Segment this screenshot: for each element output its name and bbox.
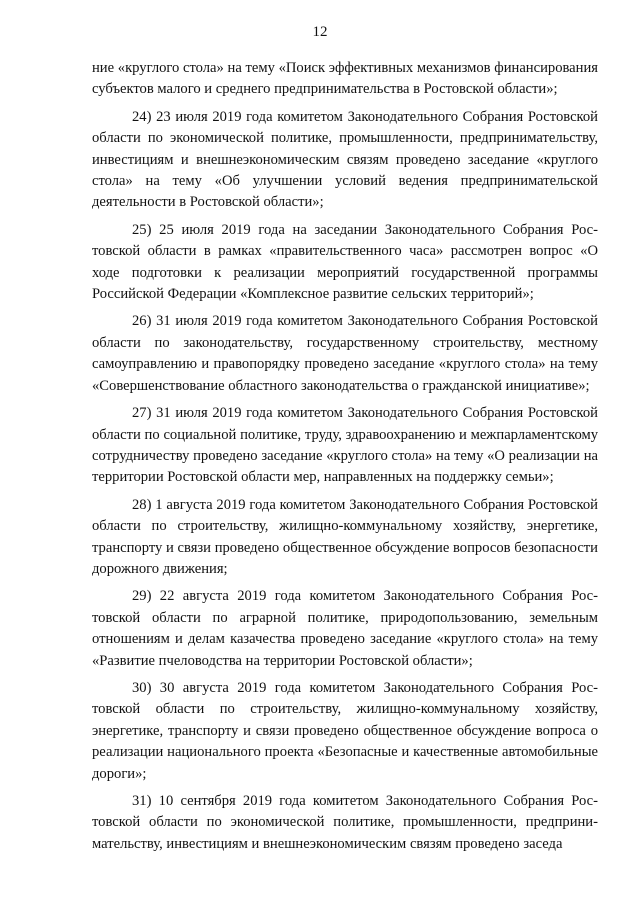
document-body (92, 58, 598, 861)
list-item-28: 28) 1 августа 2019 года комитетом Законодательного Собрания Ростовской области по строительству, жилищно-коммунальному хозяйству, энергетике, транспорту и связи проведено общественное обсуждение вопросов безопасности дорожного движения; (92, 496, 598, 577)
list-item-25: 25) 25 июля 2019 года на заседании Законодательного Собрания Ростовской области в рамках «правительственного часа» рассмотрен вопрос «О ходе подготовки к реализации мероприятий государственной программы Российской Федерации «Комплексное развитие сельских территорий»; (92, 221, 598, 303)
list-item-27: 27) 31 июля 2019 года комитетом Законодательного Собрания Ростовской области по социальной политике, труду, здравоохранению и межпарламентскому сотрудничеству проведено заседание «круглого стола» на тему «О реализации на территории Ростовской области мер, направленных на поддержку семьи»; (92, 405, 598, 486)
list-item-24: 24) 23 июля 2019 года комитетом Законодательного Собрания Ростовской области по экономической политике, промышленности, предпринимательству, инвестициям и внешнеэкономическим связям проведено заседание «круглого стола» на тему «Об улучшении условий ведения предпринимательской деятельности в Ростовской области»; (92, 108, 598, 211)
page-number: 12 (312, 24, 328, 40)
list-item-26: 26) 31 июля 2019 года комитетом Законодательного Собрания Ростовской области по законодательству, государственному строительству, местному самоуправлению и правопорядку проведено заседание «круглого стола» на тему «Совершенствование областного законодательства о гражданской инициативе»; (92, 313, 598, 394)
paragraph-continuation: ние «круглого стола» на тему «Поиск эффективных механизмов финансирования субъектов малого и среднего предпринимательства в Ростовской области»; (92, 60, 598, 98)
list-item-30: 30) 30 августа 2019 года комитетом Законодательного Собрания Ростовской области по строительству, жилищно-коммунальному хозяйству, энергетике, транспорту и связи проведено общественное обсуждение вопроса о реализации национального проекта «Безопасные и качественные автомобильные дороги»; (92, 679, 598, 782)
list-item-29: 29) 22 августа 2019 года комитетом Законодательного Собрания Ростовской области по аграрной политике, природопользованию, земельным отношениям и делам казачества проведено заседание «круглого стола» на тему «Развитие пчеловодства на территории Ростовской области»; (92, 588, 598, 669)
list-item-31: 31) 10 сентября 2019 года комитетом Законодательного Собрания Ростовской области по экономической политике, промышленности, предпринимательству, инвестициям и внешнеэкономическим связям проведено заседа (92, 793, 598, 852)
